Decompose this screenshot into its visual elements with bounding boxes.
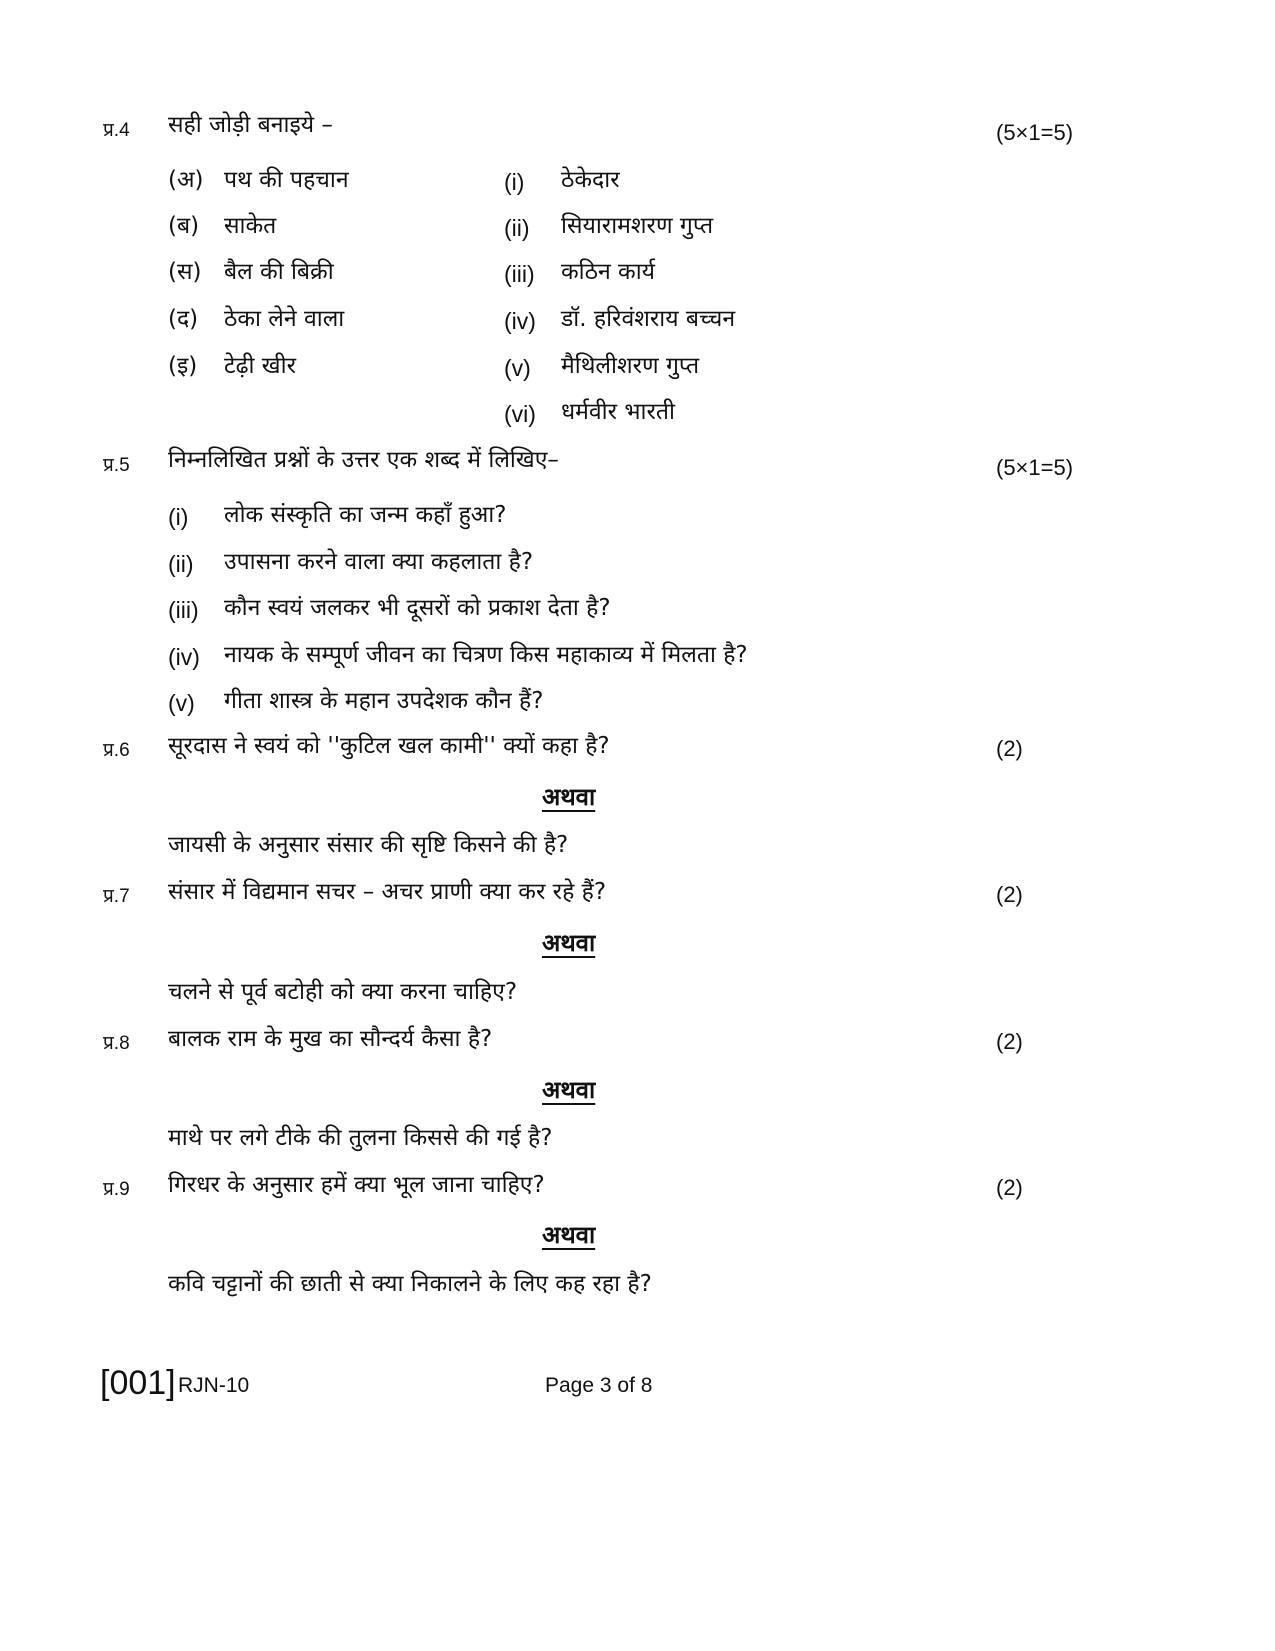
question-marks: (5×1=5) bbox=[996, 120, 1074, 145]
or-separator: अथवा bbox=[542, 929, 596, 957]
or-separator: अथवा bbox=[542, 1221, 596, 1249]
alternate-question-text: कवि चट्टानों की छाती से क्या निकालने के लिए कह रहा है? bbox=[168, 1271, 652, 1297]
question-marks: (5×1=5) bbox=[996, 455, 1074, 480]
match-right-item: धर्मवीर भारती bbox=[561, 399, 675, 425]
sub-question-label: (iv) bbox=[168, 644, 200, 670]
question-number: प्र.8 bbox=[103, 1033, 130, 1054]
or-separator: अथवा bbox=[542, 783, 596, 811]
question-text: संसार में विद्यमान सचर – अचर प्राणी क्या कर रहे हैं? bbox=[168, 879, 607, 905]
match-right-label: (v) bbox=[504, 355, 531, 381]
match-left-label: (द) bbox=[168, 306, 199, 332]
sub-question-label: (i) bbox=[168, 504, 189, 530]
question-number: प्र.9 bbox=[103, 1179, 130, 1200]
question-text: बालक राम के मुख का सौन्दर्य कैसा है? bbox=[168, 1026, 493, 1052]
question-marks: (2) bbox=[996, 882, 1023, 907]
sub-question-text: लोक संस्कृति का जन्म कहाँ हुआ? bbox=[224, 502, 507, 528]
match-left-label: (अ) bbox=[168, 167, 204, 193]
or-separator: अथवा bbox=[542, 1076, 596, 1104]
match-left-item: बैल की बिक्री bbox=[224, 259, 334, 285]
sub-question-text: उपासना करने वाला क्या कहलाता है? bbox=[224, 549, 534, 575]
paper-series: RJN-10 bbox=[178, 1374, 250, 1397]
match-left-item: ठेका लेने वाला bbox=[224, 306, 345, 332]
sub-question-text: गीता शास्त्र के महान उपदेशक कौन हैं? bbox=[224, 688, 544, 714]
question-number: प्र.5 bbox=[103, 455, 130, 476]
sub-question-text: नायक के सम्पूर्ण जीवन का चित्रण किस महाकाव्य में मिलता है? bbox=[224, 642, 748, 668]
match-right-item: कठिन कार्य bbox=[561, 259, 656, 285]
sub-question-text: कौन स्वयं जलकर भी दूसरों को प्रकाश देता है? bbox=[224, 595, 611, 621]
match-right-item: डॉ. हरिवंशराय बच्चन bbox=[561, 306, 736, 332]
question-number: प्र.4 bbox=[103, 120, 130, 141]
match-left-label: (ब) bbox=[168, 213, 200, 239]
match-right-item: ठेकेदार bbox=[561, 167, 620, 193]
sub-question-label: (iii) bbox=[168, 597, 199, 623]
alternate-question-text: जायसी के अनुसार संसार की सृष्टि किसने की है? bbox=[168, 832, 569, 858]
question-text: सही जोड़ी बनाइये – bbox=[168, 112, 333, 138]
alternate-question-text: माथे पर लगे टीके की तुलना किससे की गई है? bbox=[168, 1125, 553, 1151]
match-right-label: (iv) bbox=[504, 308, 536, 334]
match-left-item: पथ की पहचान bbox=[224, 167, 349, 193]
question-marks: (2) bbox=[996, 1029, 1023, 1054]
sub-question-label: (v) bbox=[168, 690, 195, 716]
match-left-label: (स) bbox=[168, 259, 202, 285]
question-number: प्र.7 bbox=[103, 886, 130, 907]
page-number: Page 3 of 8 bbox=[545, 1374, 653, 1397]
match-right-label: (iii) bbox=[504, 261, 535, 287]
match-right-item: सियारामशरण गुप्त bbox=[561, 213, 714, 239]
match-left-item: टेढ़ी खीर bbox=[224, 353, 296, 379]
question-text: गिरधर के अनुसार हमें क्या भूल जाना चाहिए? bbox=[168, 1172, 545, 1198]
question-marks: (2) bbox=[996, 1175, 1023, 1200]
match-right-item: मैथिलीशरण गुप्त bbox=[561, 353, 700, 379]
match-right-label: (i) bbox=[504, 169, 525, 195]
question-number: प्र.6 bbox=[103, 740, 130, 761]
match-left-item: साकेत bbox=[224, 213, 277, 239]
match-right-label: (vi) bbox=[504, 401, 536, 427]
alternate-question-text: चलने से पूर्व बटोही को क्या करना चाहिए? bbox=[168, 979, 518, 1005]
sub-question-label: (ii) bbox=[168, 551, 194, 577]
question-marks: (2) bbox=[996, 736, 1023, 761]
question-text: निम्नलिखित प्रश्नों के उत्तर एक शब्द में लिखिए– bbox=[168, 447, 559, 473]
match-right-label: (ii) bbox=[504, 215, 530, 241]
paper-code: [001] bbox=[100, 1364, 176, 1402]
question-text: सूरदास ने स्वयं को ''कुटिल खल कामी'' क्यों कहा है? bbox=[168, 733, 610, 759]
match-left-label: (इ) bbox=[168, 353, 198, 379]
